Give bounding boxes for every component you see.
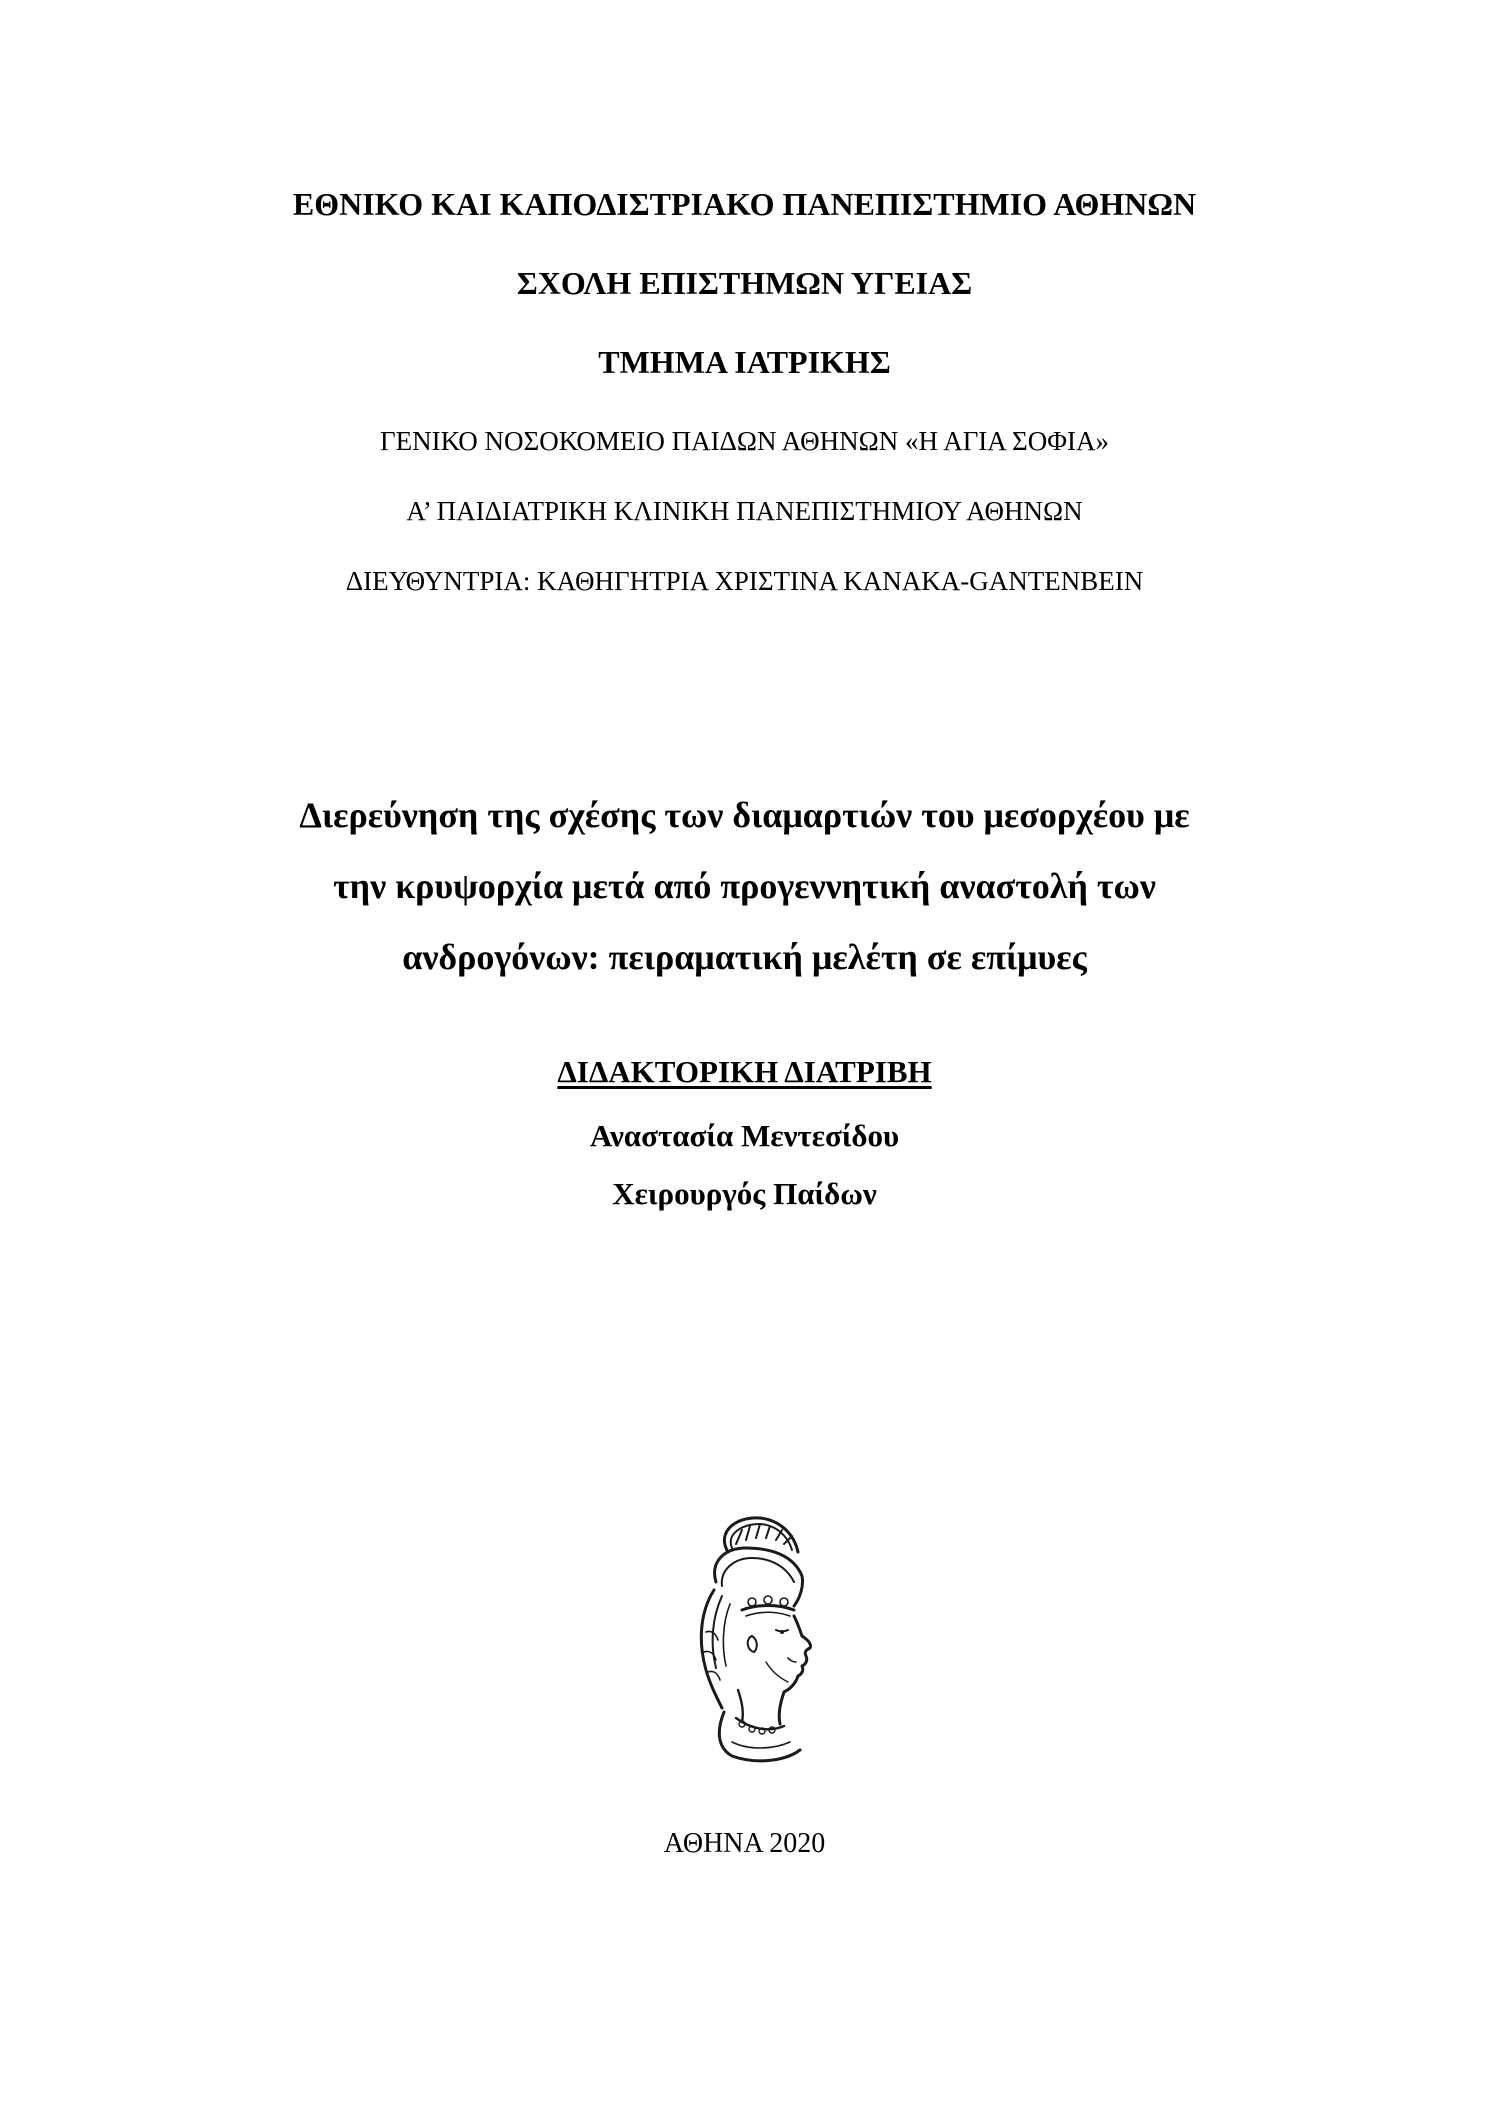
university-name: ΕΘΝΙΚΟ ΚΑΙ ΚΑΠΟΔΙΣΤΡΙΑΚΟ ΠΑΝΕΠΙΣΤΗΜΙΟ ΑΘΗΝΩΝ [292, 186, 1197, 222]
school-name: ΣΧΟΛΗ ΕΠΙΣΤΗΜΩΝ ΥΓΕΙΑΣ [516, 265, 973, 301]
place-and-year: ΑΘΗΝΑ 2020 [663, 1828, 826, 1859]
hospital-name: ΓΕΝΙΚΟ ΝΟΣΟΚΟΜΕΙΟ ΠΑΙΔΩΝ ΑΘΗΝΩΝ «Η ΑΓΙΑ ΣΟΦΙΑ» [380, 426, 1109, 456]
thesis-type-label: ΔΙΔΑΚΤΟΡΙΚΗ ΔΙΑΤΡΙΒΗ [557, 1054, 932, 1089]
thesis-title-line-3: ανδρογόνων: πειραματική μελέτη σε επίμυες [402, 937, 1087, 977]
author-name: Αναστασία Μεντεσίδου [589, 1118, 900, 1153]
thesis-title-line-2: την κρυψορχία μετά από προγεννητική αναστολή των [333, 866, 1156, 906]
director-line: ΔΙΕΥΘΥΝΤΡΙΑ: ΚΑΘΗΓΗΤΡΙΑ ΧΡΙΣΤΙΝΑ ΚΑΝΑΚΑ-GANTENBEIN [345, 566, 1144, 596]
athena-helmet-seal-icon [676, 1512, 820, 1764]
department-name: ΤΜΗΜΑ ΙΑΤΡΙΚΗΣ [598, 344, 891, 380]
author-role: Χειρουργός Παίδων [612, 1176, 877, 1211]
thesis-title-line-1: Διερεύνηση της σχέσης των διαμαρτιών του μεσορχέου με [299, 795, 1190, 835]
clinic-name: Α’ ΠΑΙΔΙΑΤΡΙΚΗ ΚΛΙΝΙΚΗ ΠΑΝΕΠΙΣΤΗΜΙΟΥ ΑΘΗΝΩΝ [406, 496, 1083, 526]
